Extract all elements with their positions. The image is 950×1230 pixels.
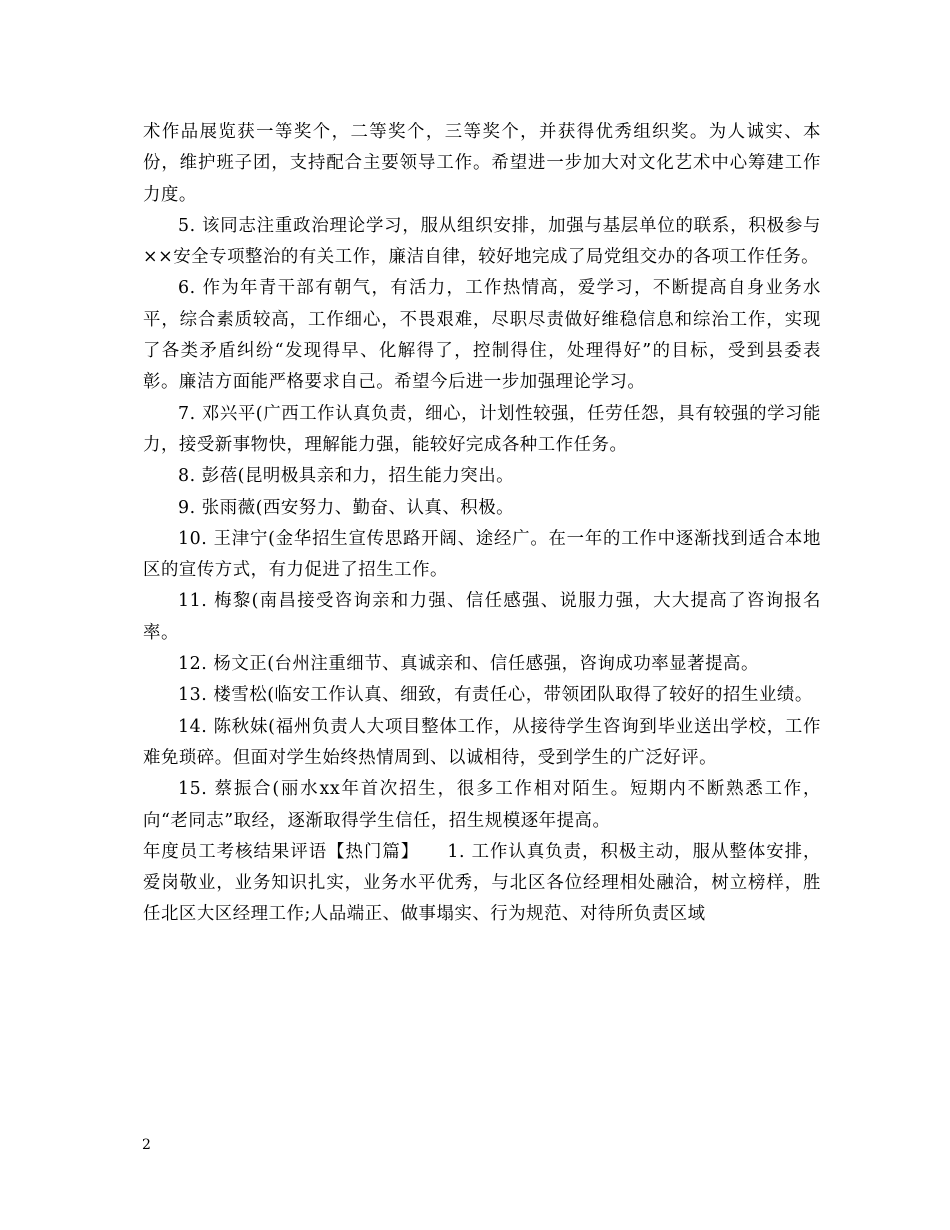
paragraph-item-13: 13. 楼雪松(临安工作认真、细致，有责任心，带领团队取得了较好的招生业绩。 xyxy=(178,685,813,706)
paragraph-item-11: 11. 梅黎(南昌接受咨询亲和力强、信任感强、说服力强，大大提高了咨询报名率。 xyxy=(143,591,821,643)
paragraph-annual-review-heading: 年度员工考核结果评语【热门篇】 1. 工作认真负责，积极主动，服从整体安排，爱岗敬业，业务知识扎实，业务水平优秀，与北区各位经理相处融洽，树立榜样，胜任北区大区经理工作;人品端正、做事塌实、行为规范、对待所负责区域 xyxy=(143,841,821,925)
paragraph-item-14: 14. 陈秋妹(福州负责人大项目整体工作，从接待学生咨询到毕业送出学校，工作难免琐碎。但面对学生始终热情周到、以诚相待，受到学生的广泛好评。 xyxy=(143,716,821,768)
document-body xyxy=(143,117,821,931)
paragraph-item-5: 5. 该同志注重政治理论学习，服从组织安排，加强与基层单位的联系，积极参与××安全专项整治的有关工作，廉洁自律，较好地完成了局党组交办的各项工作任务。 xyxy=(143,215,821,268)
paragraph-item-7: 7. 邓兴平(广西工作认真负责，细心，计划性较强，任劳任怨，具有较强的学习能力，接受新事物快，理解能力强，能较好完成各种工作任务。 xyxy=(143,403,821,455)
paragraph-item-10: 10. 王津宁(金华招生宣传思路开阔、途经广。在一年的工作中逐渐找到适合本地区的宣传方式，有力促进了招生工作。 xyxy=(143,528,821,581)
page-number: 2 xyxy=(142,1137,151,1153)
paragraph-item-6: 6. 作为年青干部有朝气，有活力，工作热情高，爱学习，不断提高自身业务水平，综合素质较高，工作细心，不畏艰难，尽职尽责做好维稳信息和综治工作，实现了各类矛盾纠纷“发现得早、化解得了，控制得住，处理得好”的目标，受到县委表彰。廉洁方面能严格要求自己。希望今后进一步加强理论学习。 xyxy=(143,278,821,393)
paragraph-item-15: 15. 蔡振合(丽水xx年首次招生，很多工作相对陌生。短期内不断熟悉工作，向“老同志”取经，逐渐取得学生信任，招生规模逐年提高。 xyxy=(143,779,821,831)
paragraph-item-12: 12. 杨文正(台州注重细节、真诚亲和、信任感强，咨询成功率显著提高。 xyxy=(178,654,759,675)
paragraph-item-8: 8. 彭蓓(昆明极具亲和力，招生能力突出。 xyxy=(178,466,515,487)
paragraph-item-9: 9. 张雨薇(西安努力、勤奋、认真、积极。 xyxy=(178,497,515,518)
paragraph-continuation: 术作品展览获一等奖个，二等奖个，三等奖个，并获得优秀组织奖。为人诚实、本份，维护班子团，支持配合主要领导工作。希望进一步加大对文化艺术中心筹建工作力度。 xyxy=(143,122,821,205)
